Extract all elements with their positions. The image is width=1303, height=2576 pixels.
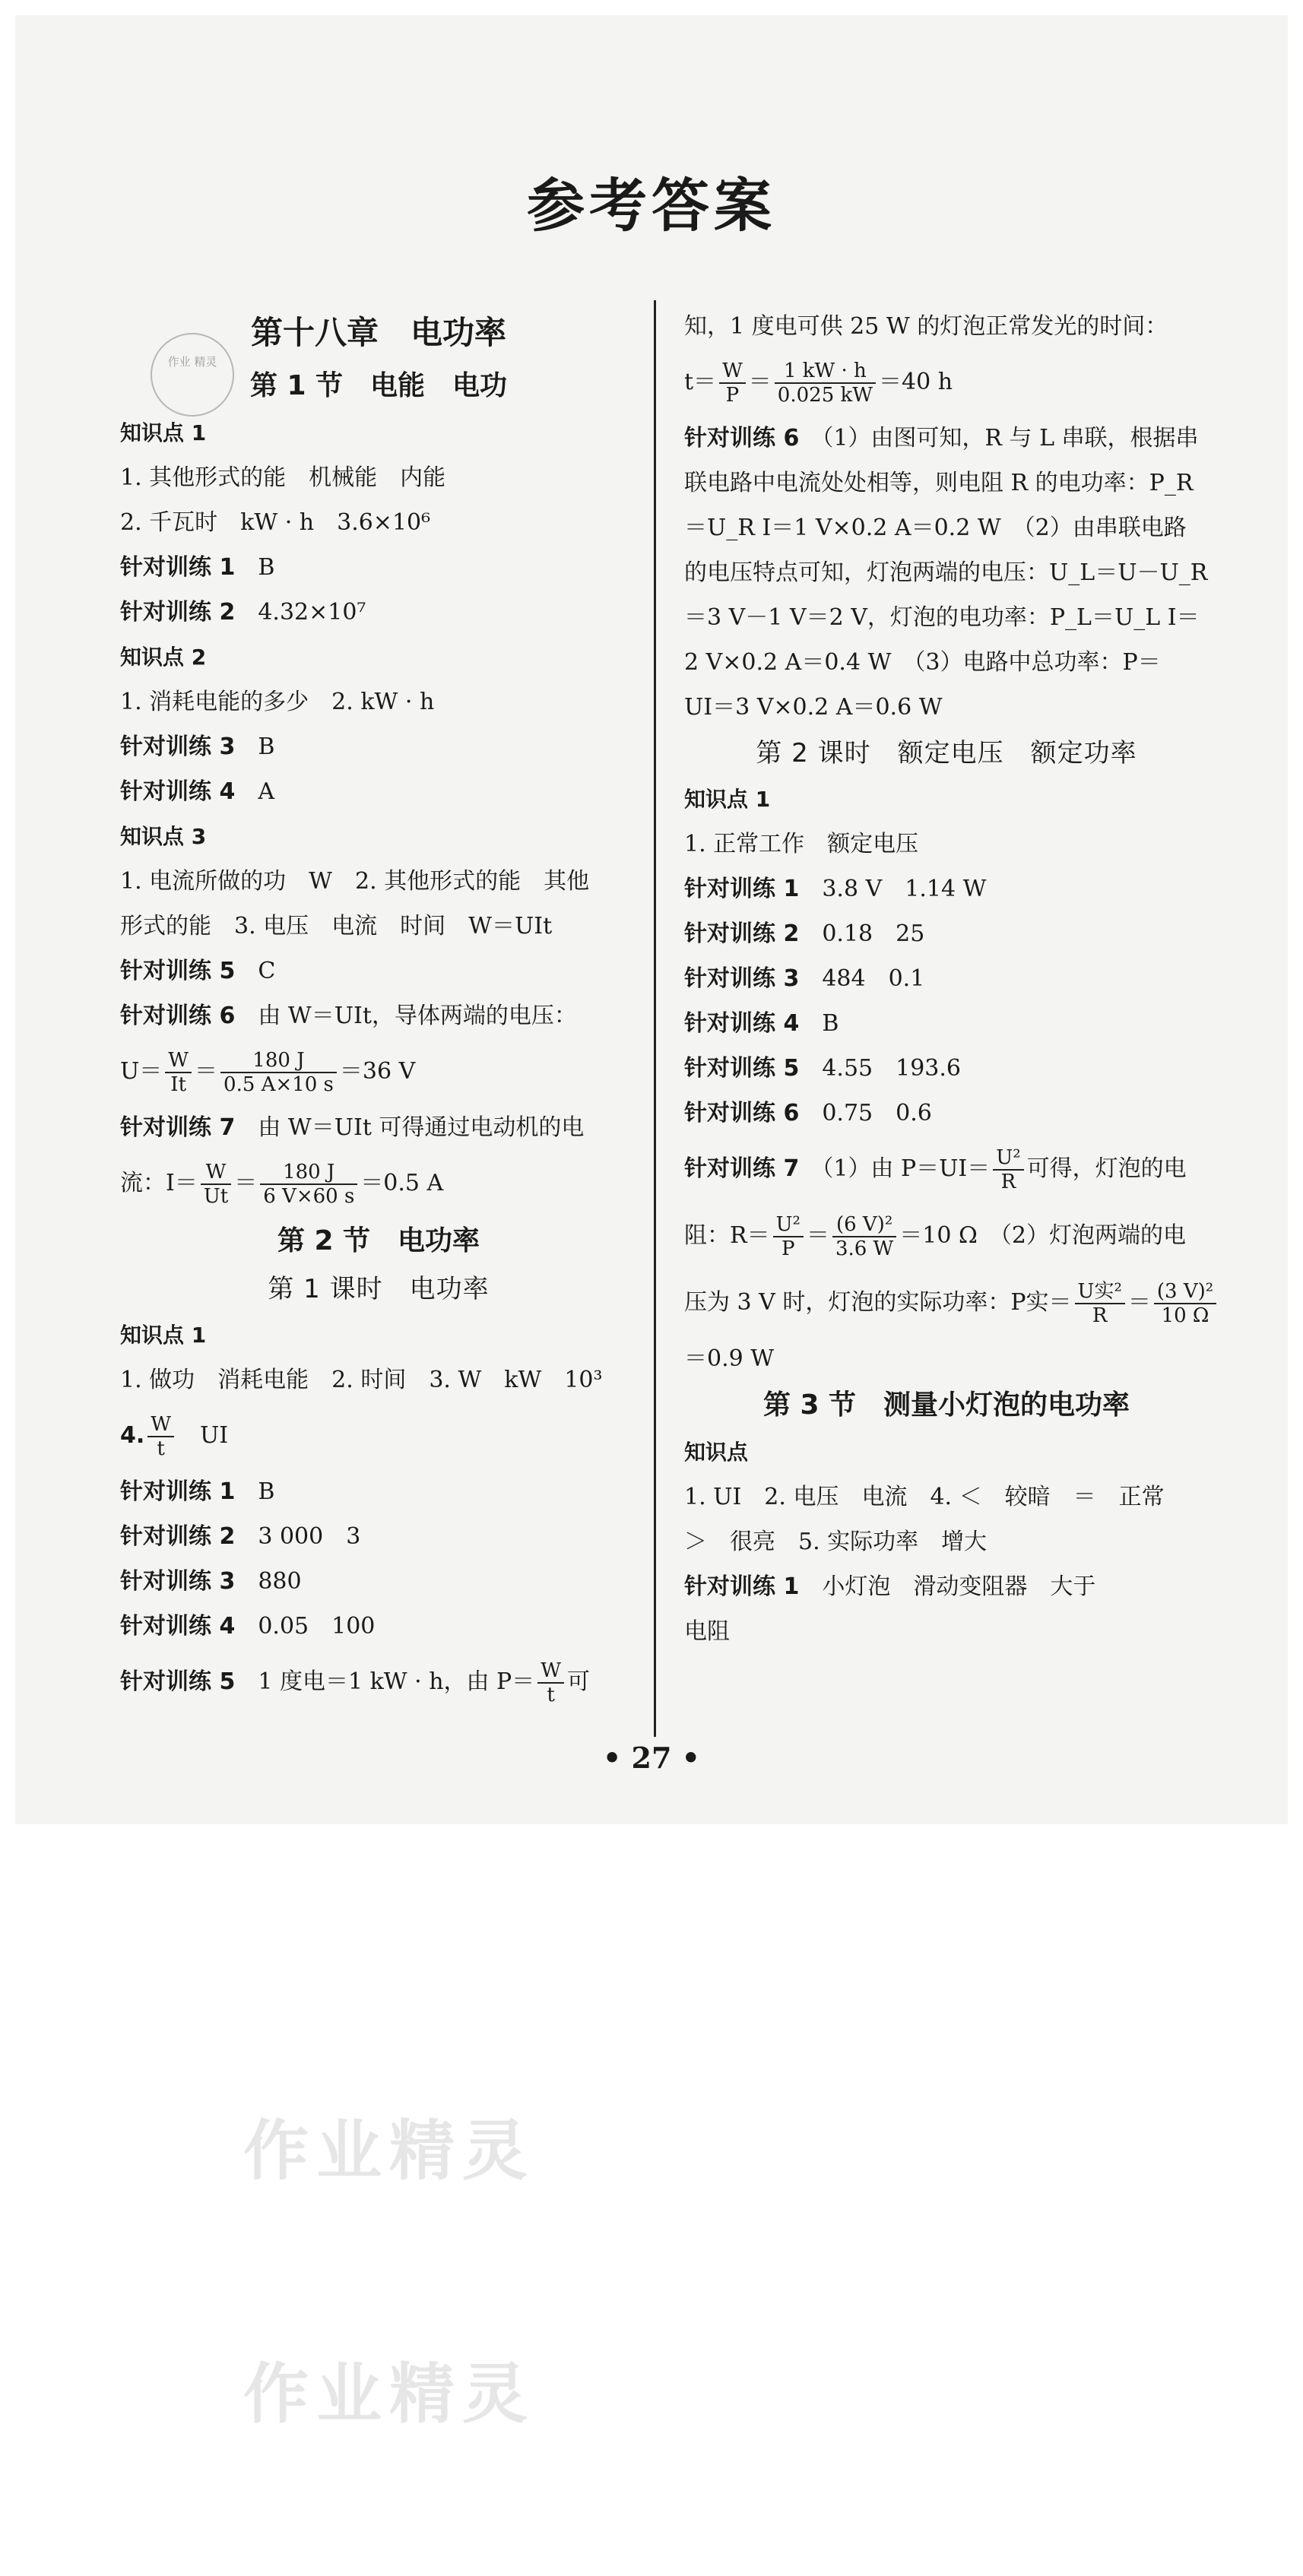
answer-line: 2. 千瓦时 kW · h 3.6×10⁶ xyxy=(120,509,431,536)
fraction xyxy=(260,1161,357,1208)
answer-line: 1. 其他形式的能 机械能 内能 xyxy=(120,464,446,491)
formula-text: ＝0.5 A xyxy=(360,1170,444,1196)
formula-text: t＝ xyxy=(684,369,717,395)
fraction xyxy=(1075,1280,1125,1327)
numerator: 180 J xyxy=(220,1049,337,1073)
knowledge-point: 知识点 2 xyxy=(120,645,207,670)
training-answer: B xyxy=(258,554,275,581)
answer-line: UI＝3 V×0.2 A＝0.6 W xyxy=(684,694,943,721)
training-label: 针对训练 2 xyxy=(684,920,800,947)
formula-line xyxy=(120,1038,637,1105)
formula-text: ＝ xyxy=(195,1058,218,1085)
formula-text: 阻：R＝ xyxy=(684,1222,770,1249)
numerator: W xyxy=(719,360,746,384)
training-answer: 1 度电＝1 kW · h，由 P＝ xyxy=(258,1668,535,1695)
denominator: P xyxy=(781,1237,795,1260)
training-line xyxy=(684,867,1209,911)
training-label: 针对训练 3 xyxy=(120,734,236,760)
denominator: t xyxy=(547,1684,555,1706)
formula-text: ＝40 h xyxy=(878,369,953,395)
training-answer: （1）由图可知，R 与 L 串联，根据串 xyxy=(822,425,1199,452)
training-answer: 小灯泡 滑动变阻器 大于 xyxy=(822,1573,1096,1600)
answer-line: 1. 正常工作 额定电压 xyxy=(684,831,919,857)
answer-line: ＝0.9 W xyxy=(684,1345,775,1372)
denominator: R xyxy=(1092,1304,1108,1327)
training-answer: 0.05 100 xyxy=(258,1613,376,1640)
training-label: 针对训练 3 xyxy=(120,1568,236,1595)
answer-line: 的电压特点可知，灯泡两端的电压：U_L＝U－U_R xyxy=(684,559,1208,586)
chapter-heading: 第十八章 电功率 xyxy=(250,314,506,351)
answer-line: 电阻 xyxy=(684,1618,730,1645)
training-answer: （1）由 P＝UI＝ xyxy=(822,1155,991,1182)
training-answer: 4.32×10⁷ xyxy=(258,599,366,626)
page-number: • 27 • xyxy=(603,1741,700,1775)
formula-text: 4. xyxy=(120,1422,145,1449)
stamp-text: 作业 精灵 xyxy=(167,355,217,369)
fraction xyxy=(165,1049,192,1096)
training-label: 针对训练 6 xyxy=(684,425,800,452)
answer-line: 形式的能 3. 电压 电流 时间 W＝UIt xyxy=(120,913,553,939)
knowledge-point: 知识点 1 xyxy=(120,1323,207,1348)
right-column xyxy=(684,304,1214,1654)
denominator: Ut xyxy=(203,1185,229,1208)
fraction xyxy=(201,1161,231,1208)
numerator: U² xyxy=(773,1213,804,1237)
formula-line xyxy=(120,1402,637,1469)
watermark-logo: 作业精灵 xyxy=(243,2356,535,2432)
formula-text: ＝ xyxy=(748,369,772,395)
answer-line: 联电路中电流处处相等，则电阻 R 的电功率：P_R xyxy=(684,470,1194,496)
fraction xyxy=(1154,1280,1216,1327)
answer-line: 1. UI 2. 电压 电流 4. ＜ 较暗 ＝ 正常 xyxy=(684,1484,1165,1510)
denominator: t xyxy=(157,1437,165,1460)
numerator: 180 J xyxy=(260,1161,357,1185)
training-label: 针对训练 7 xyxy=(120,1114,236,1141)
denominator: 6 V×60 s xyxy=(263,1185,355,1208)
training-line xyxy=(120,949,637,993)
answer-line: ＝U_R I＝1 V×0.2 A＝0.2 W （2）由串联电路 xyxy=(684,515,1187,541)
denominator: P xyxy=(725,384,740,407)
training-answer: 由 W＝UIt，导体两端的电压： xyxy=(258,1003,577,1029)
training-label: 针对训练 3 xyxy=(684,965,800,992)
training-line xyxy=(120,1514,637,1559)
knowledge-point: 知识点 1 xyxy=(120,420,207,445)
formula-line xyxy=(684,1202,1209,1269)
training-line xyxy=(684,1136,1209,1202)
answer-line: ＞ 很亮 5. 实际功率 增大 xyxy=(684,1529,988,1555)
numerator: U实² xyxy=(1075,1280,1125,1304)
fraction xyxy=(773,1213,804,1260)
formula-text: ＝10 Ω （2）灯泡两端的电 xyxy=(899,1222,1186,1249)
training-label: 针对训练 6 xyxy=(684,1100,800,1126)
training-answer: 3 000 3 xyxy=(258,1523,361,1550)
numerator: W xyxy=(201,1161,231,1185)
training-label: 针对训练 5 xyxy=(120,1668,236,1695)
answer-line: 1. 消耗电能的多少 2. kW · h xyxy=(120,689,435,715)
training-answer: 4.55 193.6 xyxy=(822,1055,962,1082)
training-label: 针对训练 6 xyxy=(120,1003,236,1029)
training-label: 针对训练 2 xyxy=(120,599,236,626)
training-line xyxy=(120,993,637,1038)
answer-line: 2 V×0.2 A＝0.4 W （3）电路中总功率：P＝ xyxy=(684,649,1161,676)
fraction xyxy=(220,1049,337,1096)
section-heading: 第 1 节 电能 电功 xyxy=(249,370,508,401)
formula-text: ＝ xyxy=(234,1170,258,1196)
formula-text: 压为 3 V 时，灯泡的实际功率：P实＝ xyxy=(684,1289,1072,1316)
fraction xyxy=(537,1659,564,1706)
formula-text: ＝ xyxy=(806,1222,829,1249)
left-column xyxy=(120,304,637,1716)
training-label: 针对训练 5 xyxy=(120,958,236,984)
watermark-logo: 作业精灵 xyxy=(243,2113,535,2189)
training-line xyxy=(684,416,1209,461)
training-line xyxy=(120,724,637,769)
training-line xyxy=(684,1091,1209,1136)
numerator: W xyxy=(147,1413,174,1437)
denominator: 0.025 kW xyxy=(777,384,873,407)
training-answer: C xyxy=(258,958,276,984)
training-line xyxy=(684,1564,1209,1609)
training-line xyxy=(120,769,637,814)
section-heading: 第 3 节 测量小灯泡的电功率 xyxy=(762,1389,1130,1421)
training-line xyxy=(120,1604,637,1649)
training-answer: 0.75 0.6 xyxy=(822,1100,932,1126)
training-answer: 3.8 V 1.14 W xyxy=(822,876,987,902)
training-line xyxy=(120,1559,637,1604)
numerator: 1 kW · h xyxy=(775,360,876,384)
formula-line xyxy=(684,1269,1214,1336)
fraction xyxy=(147,1413,174,1460)
lesson-heading: 第 1 课时 电功率 xyxy=(268,1274,490,1304)
numerator: (3 V)² xyxy=(1154,1280,1216,1304)
training-label: 针对训练 4 xyxy=(120,778,236,805)
training-line xyxy=(684,1046,1209,1091)
fraction xyxy=(993,1146,1023,1193)
fraction xyxy=(832,1213,896,1260)
column-divider xyxy=(654,300,656,1737)
training-label: 针对训练 1 xyxy=(120,554,236,581)
training-answer: 880 xyxy=(258,1568,302,1595)
answer-line: 1. 电流所做的功 W 2. 其他形式的能 其他 xyxy=(120,868,590,895)
training-answer: 0.18 25 xyxy=(822,920,925,947)
formula-text: 可得，灯泡的电 xyxy=(1026,1155,1187,1182)
answer-line: ＝3 V－1 V＝2 V，灯泡的电功率：P_L＝U_L I＝ xyxy=(684,604,1200,631)
training-answer: B xyxy=(258,734,275,760)
training-answer: B xyxy=(822,1010,839,1037)
training-label: 针对训练 5 xyxy=(684,1055,800,1082)
numerator: W xyxy=(165,1049,192,1073)
training-label: 针对训练 2 xyxy=(120,1523,236,1550)
formula-text: 流：I＝ xyxy=(120,1170,198,1196)
training-label: 针对训练 4 xyxy=(684,1010,800,1037)
training-label: 针对训练 1 xyxy=(684,876,800,902)
training-line xyxy=(120,545,637,590)
formula-text: ＝36 V xyxy=(339,1058,416,1085)
numerator: (6 V)² xyxy=(832,1213,896,1237)
training-answer: B xyxy=(258,1478,275,1505)
numerator: U² xyxy=(993,1146,1023,1171)
denominator: It xyxy=(170,1073,187,1096)
section-heading: 第 2 节 电功率 xyxy=(277,1225,480,1256)
fraction xyxy=(719,360,746,407)
formula-text: ＝ xyxy=(1127,1289,1151,1316)
knowledge-point: 知识点 xyxy=(684,1440,749,1465)
page-title: 参考答案 xyxy=(527,172,776,239)
denominator: 0.5 A×10 s xyxy=(224,1073,334,1096)
numerator: W xyxy=(537,1659,564,1684)
training-line xyxy=(120,590,637,635)
lesson-heading: 第 2 课时 额定电压 额定功率 xyxy=(756,738,1137,768)
denominator: 10 Ω xyxy=(1161,1304,1209,1327)
training-answer: 484 0.1 xyxy=(822,965,925,992)
knowledge-point: 知识点 3 xyxy=(120,824,207,849)
answer-line: 知，1 度电可供 25 W 的灯泡正常发光的时间： xyxy=(684,313,1168,340)
answer-line: 1. 做功 消耗电能 2. 时间 3. W kW 10³ xyxy=(120,1367,603,1393)
training-line xyxy=(120,1105,637,1150)
training-label: 针对训练 4 xyxy=(120,1613,236,1640)
training-line xyxy=(120,1649,637,1716)
training-line xyxy=(684,956,1209,1001)
training-line xyxy=(684,1001,1209,1046)
formula-text: 可 xyxy=(566,1668,590,1695)
training-label: 针对训练 1 xyxy=(684,1573,800,1600)
denominator: R xyxy=(1000,1171,1016,1193)
training-line xyxy=(120,1469,637,1514)
fraction xyxy=(775,360,876,407)
formula-text: U＝ xyxy=(120,1058,163,1085)
training-answer: A xyxy=(258,778,274,805)
knowledge-point: 知识点 1 xyxy=(684,787,771,812)
training-label: 针对训练 7 xyxy=(684,1155,800,1182)
formula-text: UI xyxy=(200,1422,229,1449)
denominator: 3.6 W xyxy=(835,1237,894,1260)
formula-line xyxy=(684,349,1209,416)
training-label: 针对训练 1 xyxy=(120,1478,236,1505)
formula-line xyxy=(120,1150,637,1217)
training-line xyxy=(684,911,1209,956)
training-answer: 由 W＝UIt 可得通过电动机的电 xyxy=(258,1114,585,1141)
